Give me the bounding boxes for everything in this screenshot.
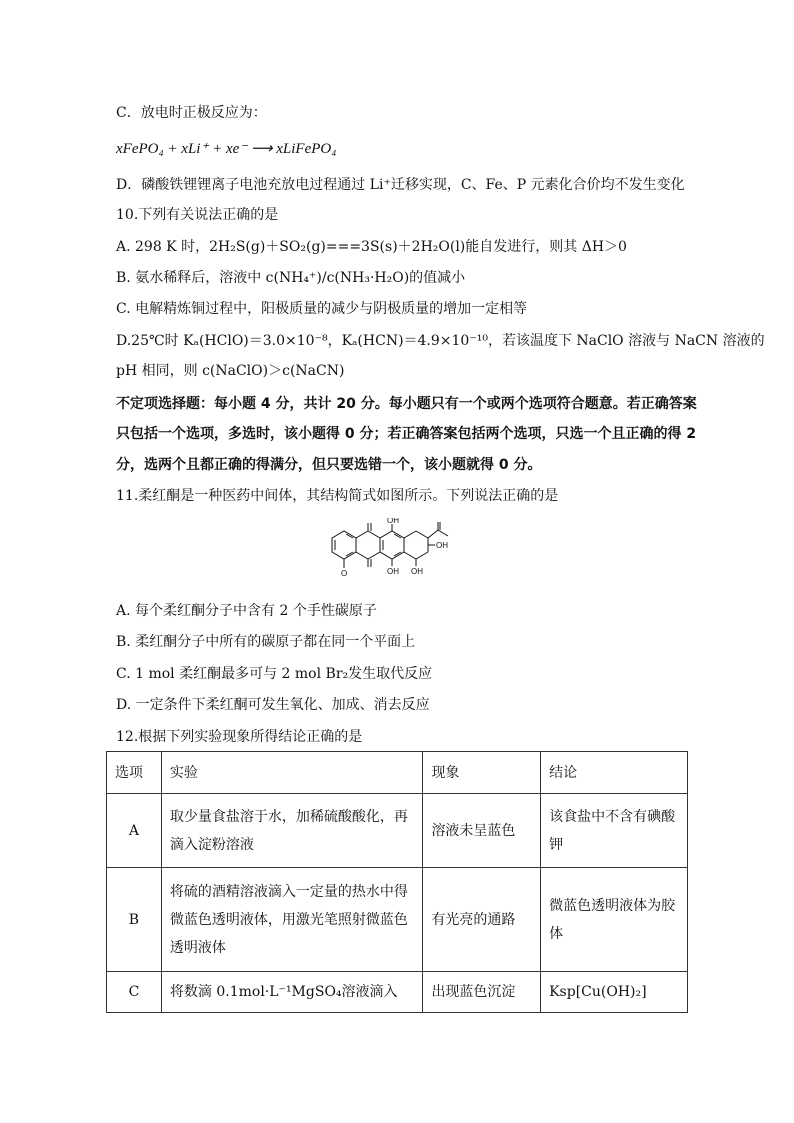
table-row	[107, 972, 688, 1013]
oh-label: OH	[387, 518, 399, 525]
experiment-table	[106, 751, 688, 1013]
question-10-option-d-line2: pH 相同，则 c(NaClO)＞c(NaCN)	[116, 363, 345, 379]
option-c-label: C．放电时正极反应为：	[116, 105, 267, 121]
table-cell: 将硫的酒精溶液滴入一定量的热水中得微蓝色透明液体，用激光笔照射微蓝色透明液体	[161, 868, 423, 972]
table-cell: 有光亮的通路	[423, 868, 541, 972]
table-header: 选项	[107, 752, 162, 794]
question-11-option-c: C. 1 mol 柔红酮最多可与 2 mol Br₂发生取代反应	[116, 666, 433, 682]
oh-label: OH	[387, 567, 399, 576]
table-row	[107, 794, 688, 868]
table-cell: C	[107, 972, 162, 1013]
table-cell: 微蓝色透明液体为胶体	[541, 868, 688, 972]
question-11-option-b: B. 柔红酮分子中所有的碳原子都在同一个平面上	[116, 634, 416, 650]
table-header: 实验	[161, 752, 423, 794]
section-instructions-line2: 只包括一个选项，多选时，该小题得 0 分；若正确答案包括两个选项，只选一个且正确的得 2	[116, 426, 697, 442]
table-cell: 取少量食盐溶于水，加稀硫酸酸化，再滴入淀粉溶液	[161, 794, 423, 868]
table-cell: 该食盐中不含有碘酸钾	[541, 794, 688, 868]
question-10-option-d-line1: D.25℃时 Kₐ(HClO)＝3.0×10⁻⁸，Kₐ(HCN)＝4.9×10⁻¹⁰，若该温度下 NaClO 溶液与 NaCN 溶液的	[116, 333, 765, 349]
table-cell: 溶液未呈蓝色	[423, 794, 541, 868]
section-instructions-line3: 分，选两个且都正确的得满分，但只要选错一个，该小题就得 0 分。	[116, 457, 542, 473]
table-header-row	[107, 752, 688, 794]
option-d-text: D．磷酸铁锂锂离子电池充放电过程通过 Li⁺迁移实现，C、Fe、P 元素化合价均不发生变化	[116, 177, 685, 193]
question-10-option-a: A. 298 K 时，2H₂S(g)＋SO₂(g)===3S(s)＋2H₂O(l)能自发进行，则其 ΔH＞0	[116, 239, 627, 255]
table-cell: 出现蓝色沉淀	[423, 972, 541, 1013]
question-10-option-c: C. 电解精炼铜过程中，阳极质量的减少与阴极质量的增加一定相等	[116, 301, 528, 317]
table-header: 现象	[423, 752, 541, 794]
question-11-option-d: D. 一定条件下柔红酮可发生氧化、加成、消去反应	[116, 697, 430, 713]
table-row	[107, 868, 688, 972]
table-cell: 将数滴 0.1mol·L⁻¹MgSO₄溶液滴入	[161, 972, 423, 1013]
question-11: 11.柔红酮是一种医药中间体，其结构简式如图所示。下列说法正确的是	[116, 488, 559, 504]
question-12: 12.根据下列实验现象所得结论正确的是	[116, 729, 363, 745]
table-header: 结论	[541, 752, 688, 794]
table-cell: Ksp[Cu(OH)₂]	[541, 972, 688, 1013]
option-c-formula: xFePO₄ + xLi⁺ + xe⁻ ⟶ xLiFePO₄	[116, 141, 337, 157]
question-10: 10.下列有关说法正确的是	[116, 207, 279, 223]
question-11-option-a: A. 每个柔红酮分子中含有 2 个手性碳原子	[116, 603, 377, 619]
oh-label: OH	[436, 541, 448, 550]
table-cell: A	[107, 794, 162, 868]
table-cell: B	[107, 868, 162, 972]
daunomycinone-structure	[322, 518, 482, 590]
question-10-option-b: B. 氨水稀释后，溶液中 c(NH₄⁺)/c(NH₃·H₂O)的值减小	[116, 270, 466, 286]
o-label: O	[341, 569, 348, 578]
oh-label: OH	[411, 567, 423, 576]
section-instructions-line1: 不定项选择题：每小题 4 分，共计 20 分。每小题只有一个或两个选项符合题意。若正确答案	[116, 396, 697, 412]
